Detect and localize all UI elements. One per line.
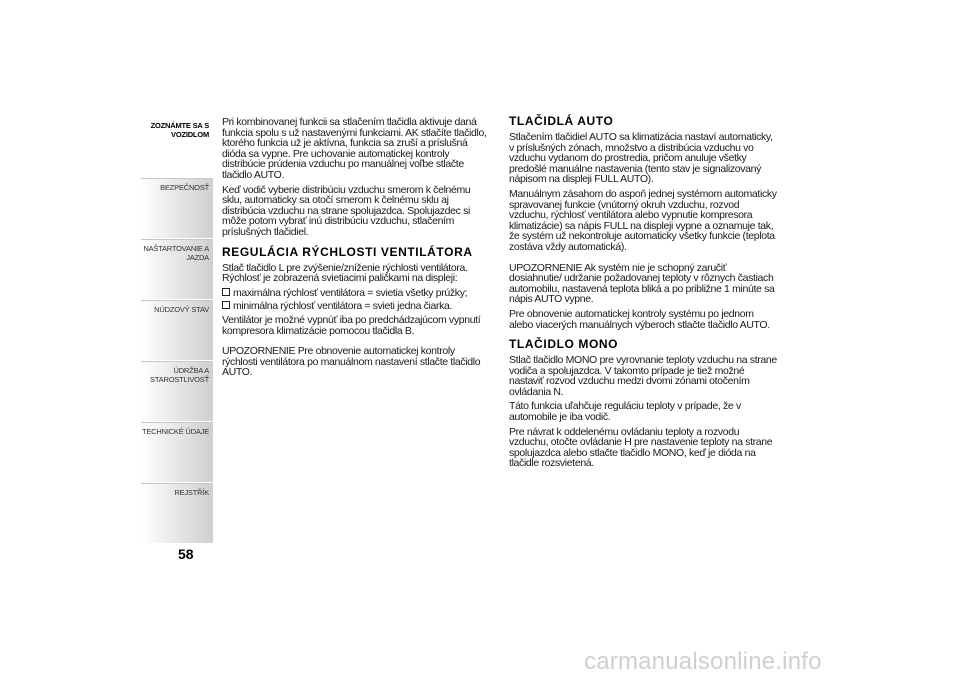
paragraph: Pre obnovenie automatickej kontroly systému po jednom alebo viacerých manuálnych výberoch stlačte tlačidlo AUTO. (509, 307, 770, 331)
paragraph: Stlač tlačidlo MONO pre vyrovnanie teploty vzduchu na strane vodiča a spolujazdca. V takomto prípade je tiež možné nastaviť rozvod vzduchu medzi dvomi zónami otočením ovládania N. (509, 354, 777, 398)
tab-label: ÚDRŽBA A STAROSTLIVOSŤ (150, 366, 209, 384)
paragraph: Pre návrat k oddelenému ovládaniu teploty a rozvodu vzduchu, otočte ovládanie H pre nastavenie teploty na strane spolujazdca alebo stlačte tlačidlo MONO, keď je dióda na tlačidle rozsvietená. (509, 425, 773, 470)
paragraph: Pri kombinovanej funkcii sa stlačením tlačidla aktivuje daná funkcia spolu s už nastavenými funkciami. AK stlačíte tlačidlo, ktorého funkcia už je aktívna, funkcia sa zruší a príslušná dióda sa vypne. Pre uchovanie automatickej kontroly distribúcie prúdenia vzduchu po manuálnej voľbe stlačte tlačidlo AUTO. (222, 116, 487, 181)
watermark: carmanualsonline.info (584, 648, 822, 675)
paragraph: Manuálnym zásahom do aspoň jednej systémom automaticky spravovanej funkcie (vnútorný okruh vzduchu, rozvod vzduchu, rýchlosť ventilátora alebo vypnutie kompresora klimatizácie) sa nápis FULL na displeji vypne a oznamuje tak, že systém už nekontroluje automaticky všetky funkcie (teplota zostáva vždy automatická). (509, 187, 777, 253)
section-heading-mono: TLAČIDLO MONO (509, 337, 619, 352)
list-item-text: maximálna rýchlosť ventilátora = svietia všetky prúžky; (233, 286, 468, 299)
paragraph: Ventilátor je možné vypnúť iba po predchádzajúcom vypnutí kompresora klimatizácie pomocou tlačidla B. (222, 313, 481, 337)
tab-label: NAŠTARTOVANIE A JAZDA (143, 244, 209, 262)
checkbox-bullet-icon (222, 288, 230, 296)
tab-label: ZOZNÁMTE SA S VOZIDLOM (150, 121, 209, 139)
tab-nastartovanie-a-jazda[interactable] (141, 239, 213, 299)
paragraph: Keď vodič vyberie distribúciu vzduchu smerom k čelnému sklu, automaticky sa otočí smerom k čelnému sklu aj distribúcia vzduchu na strane spolujazdca. Spolujazdec si môže potom vybrať inú distribúciu vzduchu, stlačením príslušných tlačidiel. (222, 183, 471, 238)
tab-nudzovy-stav[interactable] (141, 300, 213, 360)
list-item (222, 301, 490, 312)
paragraph: Stlač tlačidlo L pre zvýšenie/zníženie rýchlosti ventilátora. Rýchlosť je zobrazená svietiacimi paličkami na displeji: (222, 261, 468, 285)
tab-bezpecnost[interactable] (141, 178, 213, 238)
tab-rejstrik[interactable] (141, 483, 213, 543)
tab-label: NÚDZOVÝ STAV (154, 305, 209, 314)
tab-zoznamte-sa-s-vozidlom[interactable] (141, 117, 213, 177)
tab-label: BEZPEČNOSŤ (160, 183, 209, 192)
paragraph: Stlačením tlačidiel AUTO sa klimatizácia nastaví automaticky, v príslušných zónach, množstvo a distribúcia vzduchu vo vzduchu vydanom do prostredia, pričom anuluje všetky predošlé manuálne nastavenia (tento stav je signalizovaný nápisom na displeji FULL AUTO). (509, 131, 773, 186)
warning-paragraph: UPOZORNENIE Pre obnovenie automatickej kontroly rýchlosti ventilátora po manuálnom nastavení stlačte tlačidlo AUTO. (222, 345, 481, 379)
right-column (509, 114, 777, 473)
warning-paragraph: UPOZORNENIE Ak systém nie je schopný zaručiť dosiahnutie/ udržanie požadovanej teploty v rôznych častiach automobilu, nastavená teplota bliká a po približne 1 minúte sa nápis AUTO vypne. (509, 261, 775, 306)
page-number: 58 (178, 546, 194, 562)
tab-technicke-udaje[interactable] (141, 422, 213, 482)
section-heading-auto: TLAČIDLÁ AUTO (509, 114, 614, 128)
checkbox-bullet-icon (222, 301, 230, 309)
list-item (222, 288, 490, 299)
section-heading-fan-speed: REGULÁCIA RÝCHLOSTI VENTILÁTORA (222, 244, 473, 259)
list-item-text: minimálna rýchlosť ventilátora = svieti jedna čiarka. (233, 300, 453, 313)
paragraph: Táto funkcia uľahčuje reguláciu teploty v prípade, že v automobile je iba vodič. (509, 400, 741, 424)
tab-udrzba-a-starostlivost[interactable] (141, 361, 213, 421)
left-column (222, 117, 490, 382)
tab-label: TECHNICKÉ ÚDAJE (141, 427, 209, 436)
tab-label: REJSTŘÍK (174, 488, 209, 497)
